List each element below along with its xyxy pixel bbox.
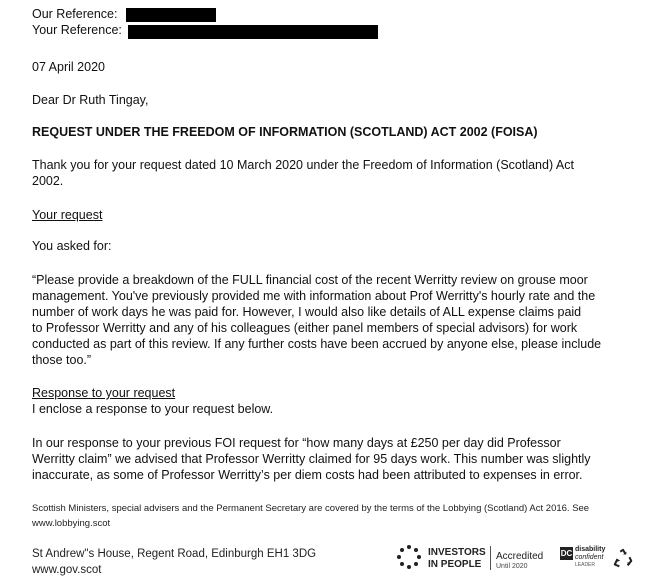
lobbying-link[interactable]: www.lobbying.scot xyxy=(32,518,111,529)
enclose-text: I enclose a response to your request below. xyxy=(32,402,274,416)
intro-line-2: 2002. xyxy=(32,174,64,188)
recycle-icon xyxy=(612,548,634,570)
accredited-until: Until 2020 xyxy=(496,563,528,570)
response-heading: Response to your request xyxy=(32,386,176,400)
logo-divider xyxy=(490,546,491,570)
quote-line-2: management. You've previously provided me with information about Prof Werritty's hourly rate and the xyxy=(32,289,596,303)
intro-line-1: Thank you for your request dated 10 March 2020 under the Freedom of Information (Scotland) Act xyxy=(32,158,574,172)
address-line: St Andrew"s House, Regent Road, Edinburgh EH1 3DG xyxy=(32,548,317,560)
response-line-2: Werritty claim” we advised that Professor Werritty claimed for 95 days work. This number was slightly xyxy=(32,452,591,466)
quote-line-3: number of work days he was paid for. However, I would also like details of ALL expense claims paid xyxy=(32,305,582,319)
dc-mark-icon: DC xyxy=(560,549,573,558)
accredited-label: Accredited xyxy=(496,551,544,562)
quote-line-1: “Please provide a breakdown of the FULL financial cost of the recent Werritty review on grouse moor xyxy=(32,273,588,287)
redaction-box-our-reference xyxy=(126,8,216,22)
our-reference-label: Our Reference: xyxy=(32,7,118,21)
quote-line-5: conducted as part of this review. If any further costs have been accrued by anyone else, please include xyxy=(32,337,602,351)
your-reference-label: Your Reference: xyxy=(32,23,122,37)
lobbying-notice: Scottish Ministers, special advisers and the Permanent Secretary are covered by the terms of the Lobbying (Scotland) Act 2016. See xyxy=(32,503,590,514)
disability-label: disability xyxy=(575,546,606,553)
investors-in-people-logo-icon xyxy=(396,544,422,570)
letter-title: REQUEST UNDER THE FREEDOM OF INFORMATION (SCOTLAND) ACT 2002 (FOISA) xyxy=(32,125,538,139)
response-line-3: inaccurate, as some of Professor Werritty’s per diem costs had been attributed to expenses in error. xyxy=(32,468,583,482)
your-request-heading: Your request xyxy=(32,208,103,222)
disability-confident-badge xyxy=(560,547,604,571)
response-line-1: In our response to your previous FOI request for “how many days at £250 per day did Professor xyxy=(32,436,561,450)
iip-line-2: IN PEOPLE xyxy=(428,559,482,570)
letter-date: 07 April 2020 xyxy=(32,60,105,74)
quote-line-4: to Professor Werritty and any of his colleagues (either panel members of special advisors) for work xyxy=(32,321,578,335)
website-link[interactable]: www.gov.scot xyxy=(32,564,102,576)
quote-line-6: those too.” xyxy=(32,353,92,367)
leader-label: LEADER xyxy=(575,562,596,568)
salutation: Dear Dr Ruth Tingay, xyxy=(32,93,149,107)
redaction-box-your-reference xyxy=(128,25,378,39)
asked-for-text: You asked for: xyxy=(32,239,112,253)
iip-line-1: INVESTORS xyxy=(428,547,486,558)
confident-label: confident xyxy=(575,554,604,561)
